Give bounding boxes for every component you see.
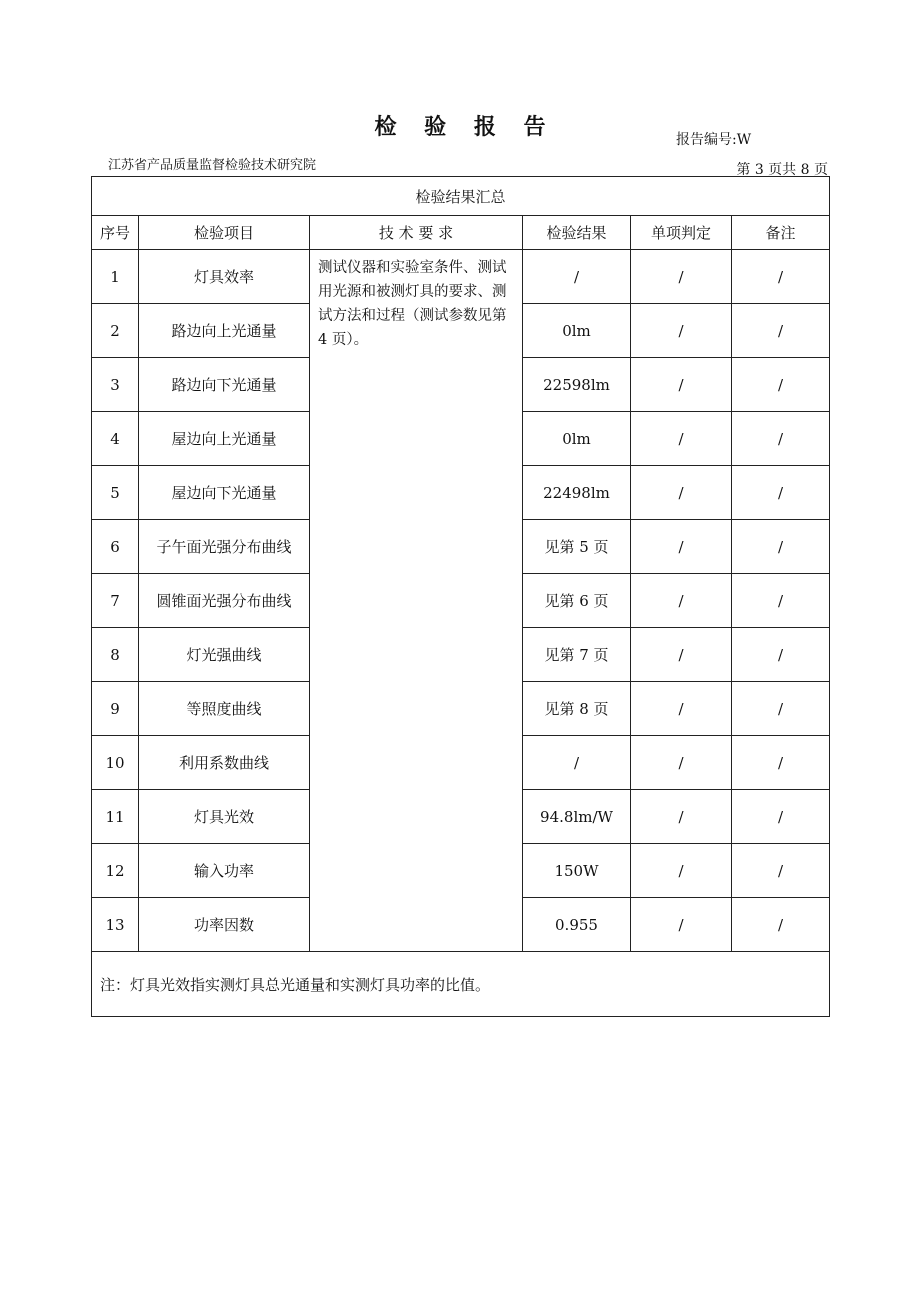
- row-remark: /: [732, 736, 830, 790]
- row-number: 7: [92, 574, 139, 628]
- row-judgment: /: [631, 412, 732, 466]
- row-number: 13: [92, 898, 139, 952]
- row-remark: /: [732, 466, 830, 520]
- row-result: 0lm: [523, 412, 631, 466]
- row-remark: /: [732, 574, 830, 628]
- column-header-result: 检验结果: [523, 216, 631, 250]
- column-header-no: 序号: [92, 216, 139, 250]
- row-item: 利用系数曲线: [139, 736, 310, 790]
- row-item: 圆锥面光强分布曲线: [139, 574, 310, 628]
- row-result: /: [523, 250, 631, 304]
- row-item: 灯具光效: [139, 790, 310, 844]
- row-judgment: /: [631, 574, 732, 628]
- column-header-remark: 备注: [732, 216, 830, 250]
- row-judgment: /: [631, 844, 732, 898]
- row-remark: /: [732, 412, 830, 466]
- row-judgment: /: [631, 790, 732, 844]
- row-number: 8: [92, 628, 139, 682]
- row-result: 见第 6 页: [523, 574, 631, 628]
- row-judgment: /: [631, 466, 732, 520]
- column-header-requirement: 技 术 要 求: [310, 216, 523, 250]
- row-judgment: /: [631, 250, 732, 304]
- report-title: 检 验 报 告: [374, 114, 556, 140]
- row-remark: /: [732, 682, 830, 736]
- row-remark: /: [732, 844, 830, 898]
- table-note: 注：灯具光效指实测灯具总光通量和实测灯具功率的比值。: [92, 952, 830, 1017]
- row-item: 屋边向下光通量: [139, 466, 310, 520]
- row-judgment: /: [631, 304, 732, 358]
- page-indicator: 第 3 页共 8 页: [736, 162, 828, 178]
- row-number: 4: [92, 412, 139, 466]
- row-result: 0lm: [523, 304, 631, 358]
- table-caption: 检验结果汇总: [92, 177, 830, 216]
- row-judgment: /: [631, 358, 732, 412]
- table-header-row: [92, 216, 830, 250]
- row-result: 150W: [523, 844, 631, 898]
- row-item: 功率因数: [139, 898, 310, 952]
- table-body: [92, 250, 830, 952]
- row-item: 等照度曲线: [139, 682, 310, 736]
- row-number: 5: [92, 466, 139, 520]
- results-summary-table: [91, 176, 830, 1017]
- row-result: 见第 8 页: [523, 682, 631, 736]
- row-number: 3: [92, 358, 139, 412]
- technical-requirement: 测试仪器和实验室条件、测试用光源和被测灯具的要求、测试方法和过程（测试参数见第 4 页）。: [310, 250, 523, 952]
- row-judgment: /: [631, 628, 732, 682]
- row-result: 22498lm: [523, 466, 631, 520]
- row-number: 9: [92, 682, 139, 736]
- row-remark: /: [732, 304, 830, 358]
- row-result: /: [523, 736, 631, 790]
- row-judgment: /: [631, 682, 732, 736]
- row-item: 路边向下光通量: [139, 358, 310, 412]
- column-header-item: 检验项目: [139, 216, 310, 250]
- row-judgment: /: [631, 520, 732, 574]
- row-number: 2: [92, 304, 139, 358]
- row-remark: /: [732, 790, 830, 844]
- row-item: 子午面光强分布曲线: [139, 520, 310, 574]
- row-result: 22598lm: [523, 358, 631, 412]
- column-header-judgment: 单项判定: [631, 216, 732, 250]
- row-number: 6: [92, 520, 139, 574]
- row-item: 灯光强曲线: [139, 628, 310, 682]
- row-result: 见第 7 页: [523, 628, 631, 682]
- row-judgment: /: [631, 898, 732, 952]
- row-remark: /: [732, 520, 830, 574]
- row-number: 1: [92, 250, 139, 304]
- row-remark: /: [732, 898, 830, 952]
- row-remark: /: [732, 628, 830, 682]
- row-remark: /: [732, 358, 830, 412]
- report-number: 报告编号:W: [676, 132, 752, 148]
- table-row: [92, 250, 830, 304]
- row-result: 见第 5 页: [523, 520, 631, 574]
- row-judgment: /: [631, 736, 732, 790]
- row-number: 10: [92, 736, 139, 790]
- row-number: 12: [92, 844, 139, 898]
- row-result: 94.8lm/W: [523, 790, 631, 844]
- row-item: 输入功率: [139, 844, 310, 898]
- row-remark: /: [732, 250, 830, 304]
- organization-name: 江苏省产品质量监督检验技术研究院: [108, 158, 317, 173]
- row-item: 灯具效率: [139, 250, 310, 304]
- row-result: 0.955: [523, 898, 631, 952]
- row-item: 路边向上光通量: [139, 304, 310, 358]
- row-number: 11: [92, 790, 139, 844]
- row-item: 屋边向上光通量: [139, 412, 310, 466]
